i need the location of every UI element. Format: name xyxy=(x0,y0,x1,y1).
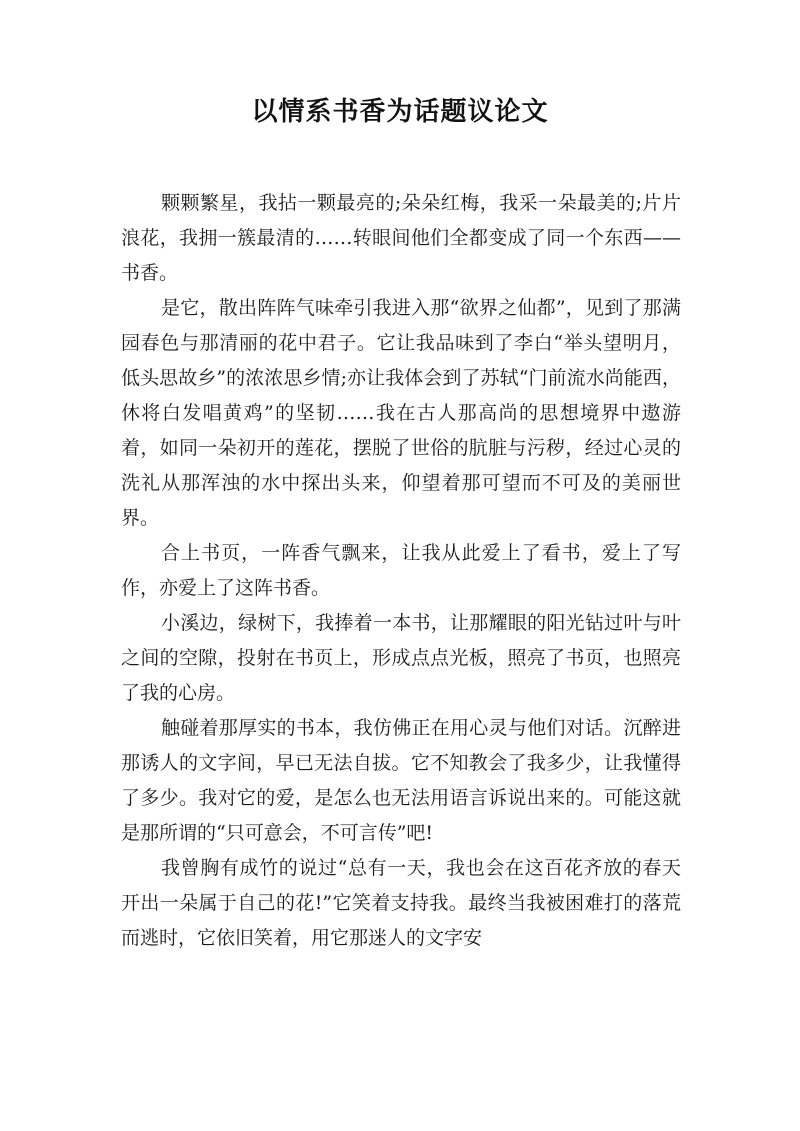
document-body xyxy=(121,186,681,956)
document-title: 以情系书香为话题议论文 xyxy=(251,97,549,127)
paragraph: 是它，散出阵阵气味牵引我进入那“欲界之仙都”，见到了那满园春色与那清丽的花中君子。它让我品味到了李白“举头望明月，低头思故乡”的浓浓思乡情;亦让我体会到了苏轼“门前流水尚能西，休将白发唱黄鸡”的坚韧……我在古人那高尚的思想境界中遨游着，如同一朵初开的莲花，摆脱了世俗的肮脏与污秽，经过心灵的洗礼从那浑浊的水中探出头来，仰望着那可望而不可及的美丽世界。 xyxy=(121,297,681,529)
paragraph: 合上书页，一阵香气飘来，让我从此爱上了看书，爱上了写作，亦爱上了这阵书香。 xyxy=(121,542,681,599)
paragraph: 触碰着那厚实的书本，我仿佛正在用心灵与他们对话。沉醉进那诱人的文字间，早已无法自拔。它不知教会了我多少，让我懂得了多少。我对它的爱，是怎么也无法用语言诉说出来的。可能这就是那所谓的“只可意会，不可言传”吧! xyxy=(121,717,681,844)
paragraph: 我曾胸有成竹的说过“总有一天，我也会在这百花齐放的春天开出一朵属于自己的花!”它笑着支持我。最终当我被困难打的落荒而逃时，它依旧笑着，用它那迷人的文字安 xyxy=(121,857,681,949)
paragraph: 小溪边，绿树下，我捧着一本书，让那耀眼的阳光钻过叶与叶之间的空隙，投射在书页上，形成点点光板，照亮了书页，也照亮了我的心房。 xyxy=(121,612,681,704)
paragraph: 颗颗繁星，我拈一颗最亮的;朵朵红梅，我采一朵最美的;片片浪花，我拥一簇最清的……转眼间他们全都变成了同一个东西——书香。 xyxy=(121,192,681,284)
